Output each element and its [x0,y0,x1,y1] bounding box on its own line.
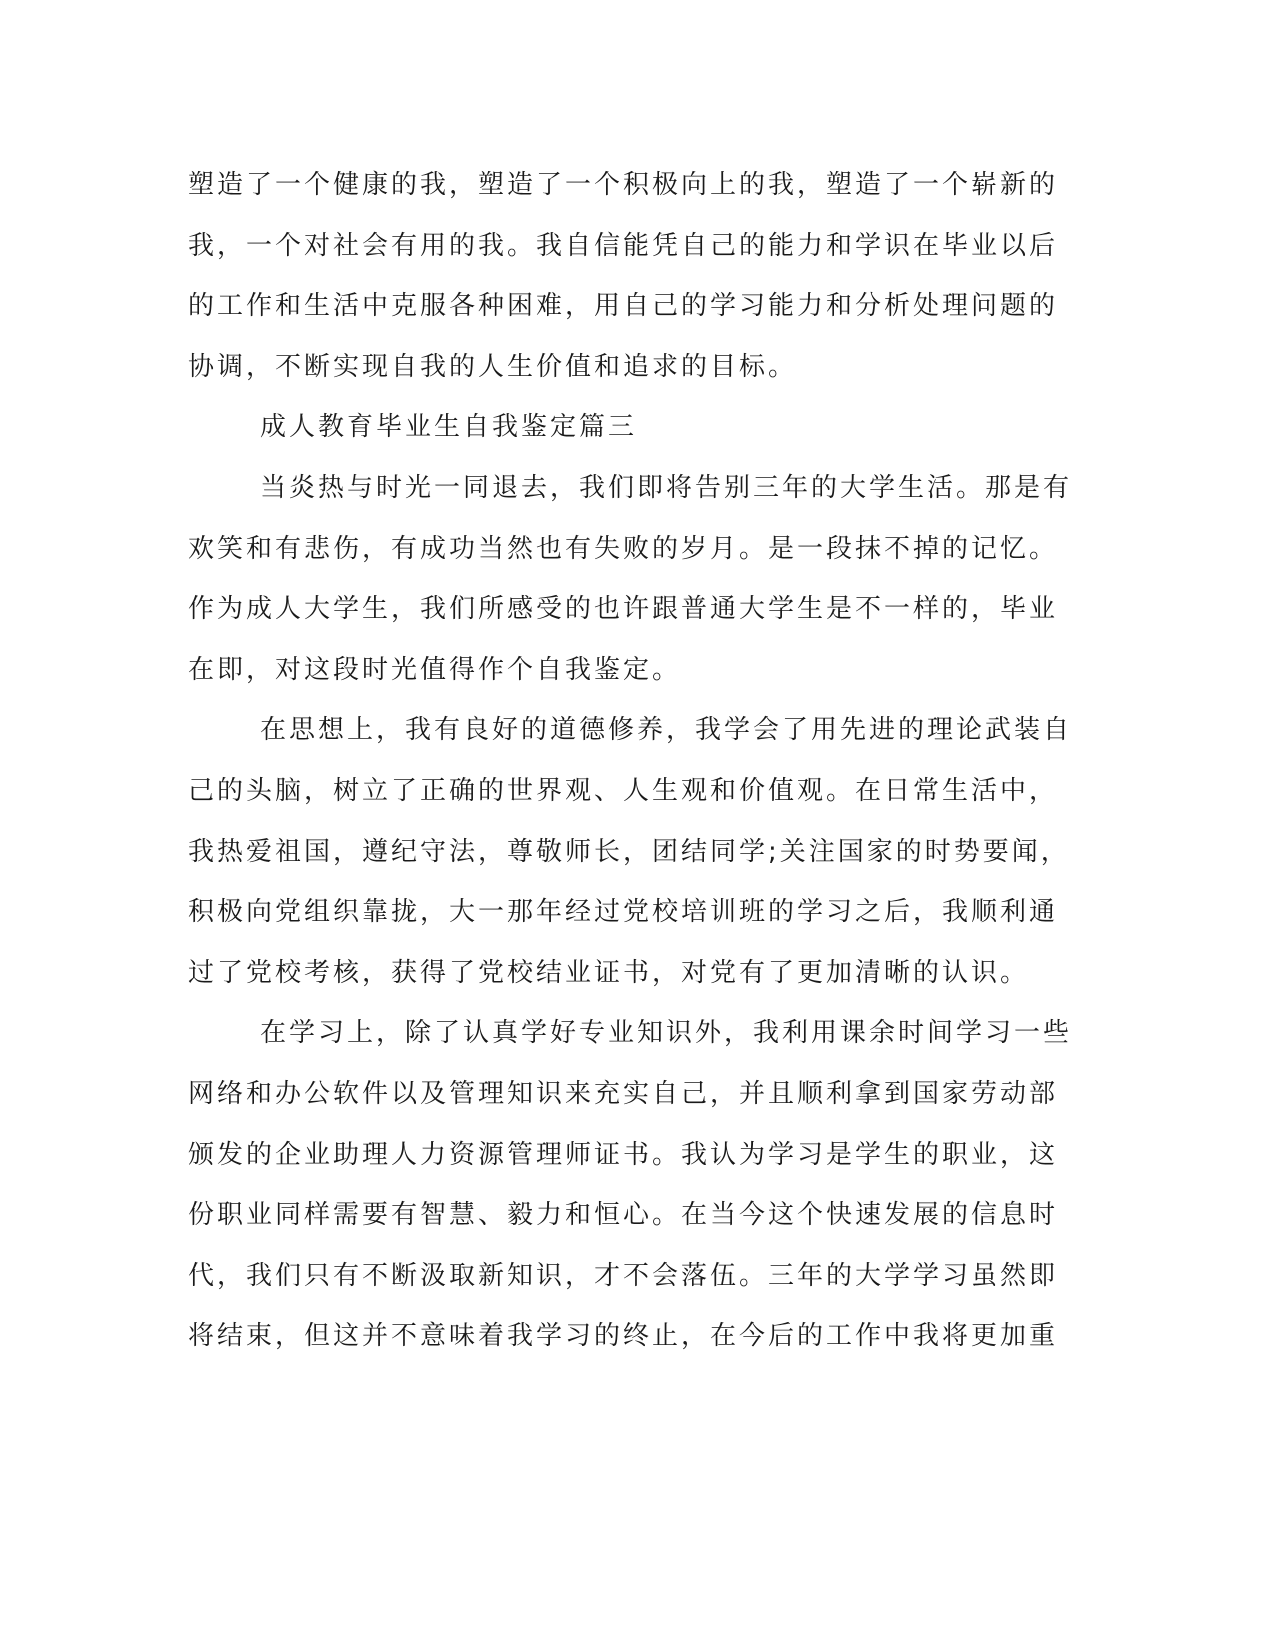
section-heading: 成人教育毕业生自我鉴定篇三 [260,412,638,443]
text-line: 己的头脑，树立了正确的世界观、人生观和价值观。在日常生活中， [188,775,1059,806]
text-line: 积极向党组织靠拢，大一那年经过党校培训班的学习之后，我顺利通 [188,897,1059,928]
text-line: 在学习上，除了认真学好专业知识外，我利用课余时间学习一些 [260,1018,1073,1049]
text-line: 欢笑和有悲伤，有成功当然也有失败的岁月。是一段抹不掉的记忆。 [188,533,1059,564]
text-line: 当炎热与时光一同退去，我们即将告别三年的大学生活。那是有 [260,472,1073,503]
text-line: 颁发的企业助理人力资源管理师证书。我认为学习是学生的职业，这 [188,1139,1059,1170]
text-line: 网络和办公软件以及管理知识来充实自己，并且顺利拿到国家劳动部 [188,1078,1059,1109]
text-line: 我，一个对社会有用的我。我自信能凭自己的能力和学识在毕业以后 [188,230,1059,261]
text-line: 代，我们只有不断汲取新知识，才不会落伍。三年的大学学习虽然即 [188,1260,1059,1291]
text-line: 的工作和生活中克服各种困难，用自己的学习能力和分析处理问题的 [188,291,1059,322]
text-line: 份职业同样需要有智慧、毅力和恒心。在当今这个快速发展的信息时 [188,1200,1059,1231]
text-line: 协调，不断实现自我的人生价值和追求的目标。 [188,351,798,382]
text-line: 塑造了一个健康的我，塑造了一个积极向上的我，塑造了一个崭新的 [188,170,1059,200]
text-line: 过了党校考核，获得了党校结业证书，对党有了更加清晰的认识。 [188,957,1030,988]
document-body [188,155,1098,1367]
text-line: 在即，对这段时光值得作个自我鉴定。 [188,654,682,685]
text-line: 在思想上，我有良好的道德修养，我学会了用先进的理论武装自 [260,715,1073,746]
text-line: 我热爱祖国，遵纪守法，尊敬师长，团结同学;关注国家的时势要闻， [188,836,1070,867]
text-line: 作为成人大学生，我们所感受的也许跟普通大学生是不一样的，毕业 [188,594,1059,625]
text-line: 将结束，但这并不意味着我学习的终止，在今后的工作中我将更加重 [188,1321,1059,1352]
